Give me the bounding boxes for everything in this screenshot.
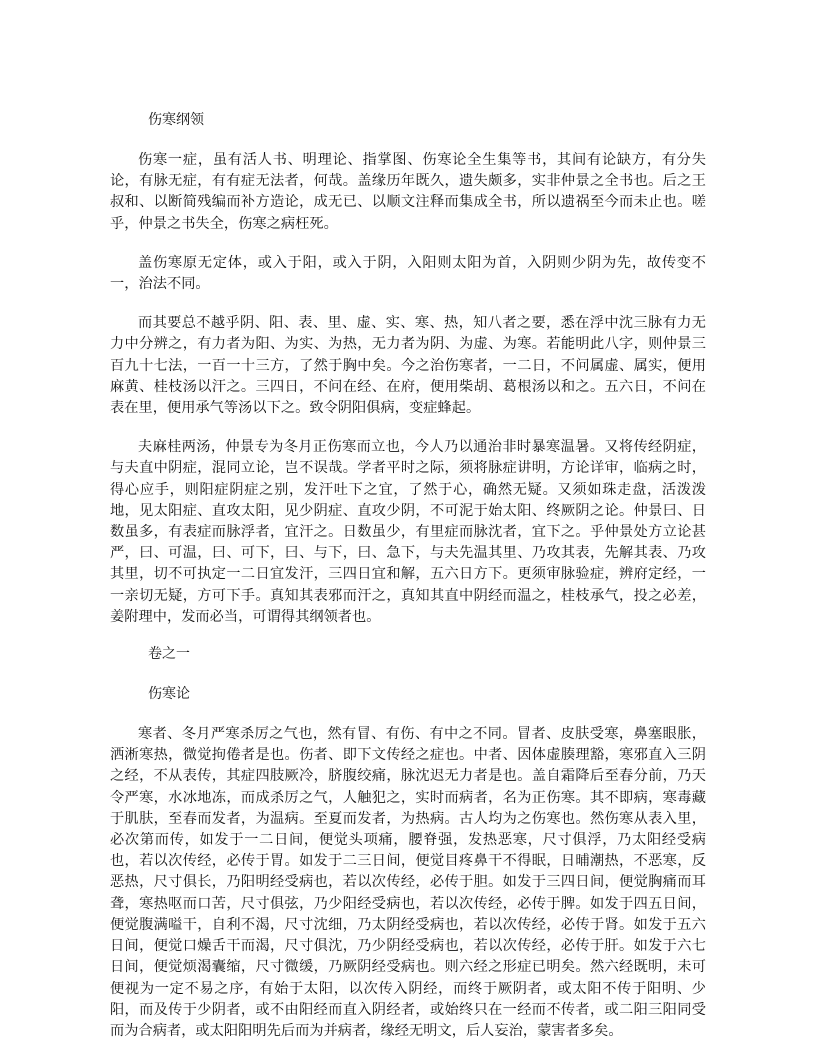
paragraph: 伤寒一症，虽有活人书、明理论、指掌图、伤寒论全生集等书，其间有论缺方，有分失论，有脉无症，有有症无法者，何哉。盖缘历年既久，遗失颇多，实非仲景之全书也。后之王叔和、以断简残编而补方造论，成无已、以顺文注释而集成全书，所以遗祸至今而未止也。嗟乎，仲景之书失全，伤寒之病枉死。: [110, 152, 706, 232]
chapter-heading: 伤寒论: [148, 686, 190, 703]
paragraph: 而其要总不越乎阴、阳、表、里、虚、实、寒、热，知八者之要，悉在浮中沈三脉有力无力中分辨之，有力者为阳、为实、为热，无力者为阴、为虚、为寒。若能明此八字，则仲景三百九十七法，一百一十三方，了然于胸中矣。今之治伤寒者，一二日，不问属虚、属实，便用麻黄、桂枝汤以汗之。三四日，不问在经、在府，便用柴胡、葛根汤以和之。五六日，不问在表在里，便用承气等汤以下之。致令阴阳俱病，变症蜂起。: [110, 315, 706, 417]
section-heading: 伤寒纲领: [148, 112, 204, 128]
paragraph: 寒者、冬月严寒杀厉之气也，然有冒、有伤、有中之不同。冒者、皮肤受寒，鼻塞眼胀，洒淅寒热，微觉拘倦者是也。伤者、即下文传经之症也。中者、因体虚腠理豁，寒邪直入三阴之经，不从表传，其症四肢厥冷，脐腹绞痛，脉沈迟无力者是也。盖自霜降后至春分前，乃天令严寒，水冰地冻，而成杀厉之气，人触犯之，实时而病者，名为正伤寒。其不即病，寒毒藏于肌肤，至春而发者，为温病。至夏而发者，为热病。古人均为之伤寒也。然伤寒从表入里，必次第而传，如发于一二日间，便觉头项痛，腰脊强，发热恶寒，尺寸俱浮，乃太阳经受病也，若以次传经，必传于胃。如发于二三日间，便觉目疼鼻干不得眠，日晡潮热，不恶寒，反恶热，尺寸俱长，乃阳明经受病也，若以次传经，必传于胆。如发于三四日间，便觉胸痛而耳聋，寒热呕而口苦，尺寸俱弦，乃少阳经受病也，若以次传经，必传于脾。如发于四五日间，便觉腹满嗌干，自利不渴，尺寸沈细，乃太阴经受病也，若以次传经，必传于肾。如发于五六日间，便觉口燥舌干而渴，尺寸俱沈，乃少阴经受病也，若以次传经，必传于肝。如发于六七日间，便觉烦渴囊缩，尺寸微缓，乃厥阴经受病也。则六经之形症已明矣。然六经既明，未可便视为一定不易之序，有始于太阳，以次传入阴经，而终于厥阴者，或太阳不传于阳明、少阳，而及传于少阴者，或不由阳经而直入阴经者，或始终只在一经而不传者，或二阳三阳同受而为合病者，或太阳阳明先后而为并病者，缘经无明文，后人妄治，蒙害者多矣。: [110, 726, 706, 1039]
paragraph: 盖伤寒原无定体，或入于阳，或入于阴，入阳则太阳为首，入阴则少阴为先，故传变不一，治法不同。: [110, 254, 706, 293]
paragraph: 夫麻桂两汤，仲景专为冬月正伤寒而立也，今人乃以通治非时暴寒温暑。又将传经阴症，与夫直中阴症，混同立论，岂不误哉。学者平时之际，须将脉症讲明，方论详审，临病之时，得心应手，则阳症阴症之别，发汗吐下之宜，了然于心，确然无疑。又须如珠走盘，活泼泼地，见太阳症、直攻太阳，见少阴症、直攻少阴，不可泥于始太阳、终厥阴之论。仲景曰、日数虽多，有表症而脉浮者，宜汗之。日数虽少，有里症而脉沈者，宜下之。乎仲景处方立论甚严，曰、可温，曰、可下，曰、与下，曰、急下，与夫先温其里、乃攻其表，先解其表、乃攻其里，切不可执定一二日宜发汗，三四日宜和解，五六日方下。更须审脉验症，辨府定经，一一亲切无疑，方可下手。真知其表邪而汗之，真知其直中阴经而温之，桂枝承气，投之必差，姜附理中，发而必当，可谓得其纲领者也。: [110, 439, 706, 625]
volume-heading: 卷之一: [148, 646, 190, 663]
